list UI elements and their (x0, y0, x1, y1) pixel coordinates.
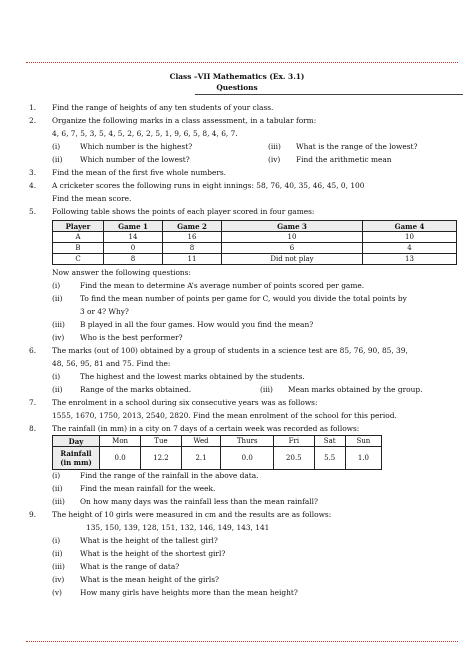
table-cell: 1.0 (345, 447, 381, 470)
table-cell: Fri (274, 436, 314, 447)
points-header-cell: Game 2 (163, 221, 222, 232)
q6-iii-label: (iii) (260, 385, 273, 394)
q6-i-label: (i) (52, 372, 61, 381)
q2-d: Find the arithmetic mean (296, 155, 392, 164)
table-cell: Tue (141, 436, 181, 447)
q9-v-label: (v) (52, 588, 62, 597)
table-cell: 11 (163, 254, 222, 265)
q1-number: 1. (29, 103, 37, 112)
table-cell: 8 (163, 243, 222, 254)
points-header-cell: Game 4 (363, 221, 457, 232)
page-subtitle: Questions (216, 83, 258, 92)
q8-i-label: (i) (52, 471, 61, 480)
table-cell: 6 (222, 243, 363, 254)
rainfall-table (52, 435, 382, 470)
q2-a: Which number is the highest? (80, 142, 193, 151)
table-cell: 0 (104, 243, 163, 254)
table-cell: 12.2 (141, 447, 181, 470)
q9-iii: What is the range of data? (80, 562, 180, 571)
table-cell: 4 (363, 243, 457, 254)
q7-text: The enrolment in a school during six consecutive years was as follows: (52, 398, 318, 407)
q6-ii: Range of the marks obtained. (80, 385, 192, 394)
q2-d-label: (iv) (268, 155, 281, 164)
points-table-header (53, 221, 457, 232)
q7-text-2: 1555, 1670, 1750, 2013, 2540, 2820. Find the mean enrolment of the school for this period. (52, 411, 397, 420)
q2-data: 4, 6, 7, 5, 3, 5, 4, 5, 2, 6, 2, 5, 1, 9, 6, 5, 8, 4, 6, 7. (52, 129, 238, 138)
q6-number: 6. (29, 346, 37, 355)
q8-iii: On how many days was the rainfall less than the mean rainfall? (80, 497, 318, 506)
table-row (53, 243, 457, 254)
title-underline (195, 94, 463, 95)
q8-ii-label: (ii) (52, 484, 63, 493)
top-divider (26, 62, 458, 63)
q2-number: 2. (29, 116, 37, 125)
q8-i: Find the range of the rainfall in the above data. (80, 471, 259, 480)
points-table (52, 220, 457, 265)
table-cell: Sat (314, 436, 345, 447)
q9-ii: What is the height of the shortest girl? (80, 549, 226, 558)
q8-ii: Find the mean rainfall for the week. (80, 484, 216, 493)
q8-iii-label: (iii) (52, 497, 65, 506)
q5-number: 5. (29, 207, 37, 216)
q4-number: 4. (29, 181, 37, 190)
q5-iv: Who is the best performer? (80, 333, 183, 342)
q5-iii-label: (iii) (52, 320, 65, 329)
table-cell: A (53, 232, 104, 243)
q9-i: What is the height of the tallest girl? (80, 536, 218, 545)
table-cell: Mon (100, 436, 141, 447)
bottom-divider (26, 641, 458, 642)
q8-number: 8. (29, 424, 37, 433)
q4-text-2: Find the mean score. (52, 194, 132, 203)
q9-iv: What is the mean height of the girls? (80, 575, 219, 584)
q6-text: The marks (out of 100) obtained by a group of students in a science test are 85, 76, 90, 85, 39, (52, 346, 408, 355)
rainfall-row-label-1: Rainfall (60, 449, 92, 458)
q9-i-label: (i) (52, 536, 61, 545)
q9-ii-label: (ii) (52, 549, 63, 558)
table-cell: 16 (163, 232, 222, 243)
q2-b: Which number of the lowest? (80, 155, 190, 164)
q5-ii-label: (ii) (52, 294, 63, 303)
q6-ii-label: (ii) (52, 385, 63, 394)
table-cell: 13 (363, 254, 457, 265)
q5-i: Find the mean to determine A’s average number of points scored per game. (80, 281, 365, 290)
table-row (53, 232, 457, 243)
table-row (53, 447, 382, 470)
q2-a-label: (i) (52, 142, 61, 151)
q9-data: 135, 150, 139, 128, 151, 132, 146, 149, 143, 141 (86, 523, 270, 532)
q5-intro: Now answer the following questions: (52, 268, 191, 277)
q5-iii: B played in all the four games. How would you find the mean? (80, 320, 314, 329)
q2-b-label: (ii) (52, 155, 63, 164)
q1-text: Find the range of heights of any ten students of your class. (52, 103, 274, 112)
q5-i-label: (i) (52, 281, 61, 290)
q9-iii-label: (iii) (52, 562, 65, 571)
points-header-cell: Game 1 (104, 221, 163, 232)
table-cell: 14 (104, 232, 163, 243)
q2-text: Organize the following marks in a class assessment, in a tabular form: (52, 116, 317, 125)
q6-iii: Mean marks obtained by the group. (288, 385, 423, 394)
table-cell: 10 (363, 232, 457, 243)
q2-c: What is the range of the lowest? (296, 142, 418, 151)
q9-text: The height of 10 girls were measured in cm and the results are as follows: (52, 510, 332, 519)
q2-c-label: (iii) (268, 142, 281, 151)
q3-number: 3. (29, 168, 37, 177)
table-cell: 5.5 (314, 447, 345, 470)
table-cell: 2.1 (181, 447, 221, 470)
rainfall-day-label: Day (53, 436, 100, 447)
table-cell: 8 (104, 254, 163, 265)
q5-iv-label: (iv) (52, 333, 65, 342)
table-cell: 10 (222, 232, 363, 243)
table-row (53, 254, 457, 265)
table-cell: Wed (181, 436, 221, 447)
table-cell: 0.0 (221, 447, 274, 470)
q9-v: How many girls have heights more than the mean height? (80, 588, 298, 597)
q6-i: The highest and the lowest marks obtained by the students. (80, 372, 305, 381)
page-title: Class –VII Mathematics (Ex. 3.1) (169, 72, 305, 81)
table-cell: Sun (345, 436, 381, 447)
q5-ii: To find the mean number of points per game for C, would you divide the total points by (80, 294, 407, 303)
q6-text-2: 48, 56, 95, 81 and 75. Find the: (52, 359, 171, 368)
q8-text: The rainfall (in mm) in a city on 7 days of a certain week was recorded as follows: (52, 424, 360, 433)
q3-text: Find the mean of the first five whole numbers. (52, 168, 227, 177)
q4-text: A cricketer scores the following runs in eight innings: 58, 76, 40, 35, 46, 45, 0, 100 (52, 181, 365, 190)
table-cell: Thurs (221, 436, 274, 447)
table-cell: 20.5 (274, 447, 314, 470)
rainfall-row-label (53, 447, 100, 470)
q9-iv-label: (iv) (52, 575, 65, 584)
points-header-cell: Player (53, 221, 104, 232)
rainfall-row-label-2: (in mm) (60, 458, 92, 467)
q5-text: Following table shows the points of each player scored in four games: (52, 207, 315, 216)
table-cell: Did not play (222, 254, 363, 265)
q9-number: 9. (29, 510, 37, 519)
table-cell: B (53, 243, 104, 254)
table-row (53, 436, 382, 447)
points-header-cell: Game 3 (222, 221, 363, 232)
table-cell: 0.0 (100, 447, 141, 470)
q7-number: 7. (29, 398, 37, 407)
q5-ii-cont: 3 or 4? Why? (80, 307, 129, 316)
table-cell: C (53, 254, 104, 265)
